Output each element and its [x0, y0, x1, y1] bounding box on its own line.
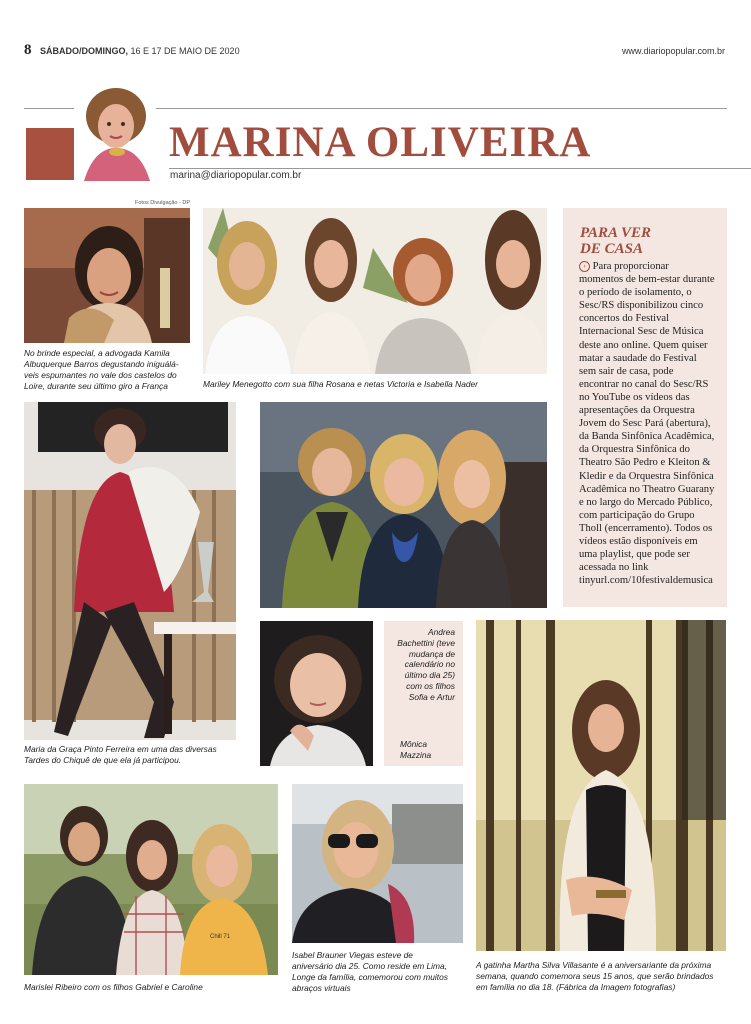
- caption-maria: [24, 744, 217, 766]
- sidebar-title-line: DE CASA: [580, 241, 643, 257]
- photo-mariley: [203, 208, 547, 374]
- column-title: MARINA OLIVEIRA: [169, 119, 592, 166]
- caption-martha: [476, 960, 713, 993]
- sidebar-body: [579, 260, 715, 587]
- caption-mariley: Mariley Menegotto com sua filha Rosana e netas Victoria e Isabella Nader: [203, 379, 478, 389]
- caption-kamila-line: veis espumantes no vale dos castelos do: [24, 370, 177, 380]
- photo-maria: [24, 402, 236, 740]
- logo-block-overlay: [26, 128, 74, 180]
- page-number: 8: [24, 42, 32, 58]
- caption-martha-line: em família no dia 18. (Fábrica da Imagem fotografias): [476, 982, 676, 992]
- caption-kamila-line: No brinde especial, a advogada Kamila: [24, 348, 170, 358]
- caption-isabel-line: Isabel Brauner Viegas esteve de: [292, 950, 413, 960]
- photo-isabel: [292, 784, 463, 943]
- caption-andrea-line: Sofia e Artur: [408, 691, 455, 702]
- sidebar-box: [563, 208, 727, 607]
- caption-isabel-line: abraços virtuais: [292, 983, 351, 993]
- arrow-circle-icon: ›: [579, 261, 590, 272]
- header-date: [40, 46, 240, 56]
- caption-box-andrea: [384, 621, 463, 766]
- tshirt-text: Chill 71: [210, 934, 231, 940]
- caption-andrea-line: último dia 25): [404, 670, 455, 681]
- sidebar-title: [580, 225, 651, 257]
- caption-kamila-line: Loire, durante seu último giro a França: [24, 381, 168, 391]
- column-email[interactable]: marina@diariopopular.com.br: [170, 170, 302, 181]
- caption-andrea-line: com os filhos: [406, 680, 455, 691]
- photo-kamila: [24, 208, 190, 343]
- header-day: SÁBADO/DOMINGO,: [40, 46, 129, 56]
- columnist-portrait: [74, 86, 156, 181]
- sidebar-text: Para proporcionar momentos de bem-estar durante o período de isolamento, o Sesc/RS disponibilizou cinco concertos do Festival Internacional Sesc de Música deste ano online. Quem quiser matar a saudade do Festival sem sair de casa, pode encontrar no canal do Sesc/RS no YouTube os vídeos das apresentações da Orquestra Jovem do Sesc Pará (abertura), da Banda Sinfônica Acadêmica, da Orquestra Sinfônica do Theatro São Pedro e Kleiton & Kledir e da Orquestra Sinfônica Acadêmica no Theatro Guarany e no largo do Mercado Público, com participação do Grupo Tholl (encerramento). Todos os vídeos estão disponíveis em uma playlist, que pode ser acessada no link tinyurl.com/10festivaldemusica: [579, 261, 715, 587]
- caption-martha-line: semana, quando comemora seus 15 anos, que serão brindados: [476, 971, 714, 981]
- photo-marislei: [24, 784, 278, 975]
- photo-andrea: [260, 402, 547, 608]
- caption-andrea-line: Bachettini (teve: [397, 637, 455, 648]
- caption-isabel-line: Longe da família, comemorou com muitos: [292, 972, 448, 982]
- header-site[interactable]: www.diariopopular.com.br: [621, 46, 725, 56]
- caption-andrea-line: Andrea: [427, 627, 455, 637]
- photo-monica: [260, 621, 373, 766]
- sidebar-title-line: PARA VER: [580, 225, 652, 241]
- caption-andrea: [397, 627, 455, 703]
- photo-credit: Fotos Divulgação - DP: [135, 200, 191, 206]
- header-date-text: 16 E 17 DE MAIO DE 2020: [128, 46, 240, 56]
- caption-andrea-line: calendário no: [404, 659, 455, 670]
- caption-marislei: Marislei Ribeiro com os filhos Gabriel e Caroline: [24, 982, 203, 992]
- caption-monica: [400, 739, 431, 761]
- photo-martha: [476, 620, 726, 951]
- caption-maria-line: Maria da Graça Pinto Ferreira em uma das diversas: [24, 744, 217, 754]
- caption-isabel-line: aniversário dia 25. Como reside em Lima,: [292, 961, 448, 971]
- caption-andrea-line: mudança de: [408, 648, 455, 659]
- caption-monica-line: Mônica: [400, 739, 427, 749]
- caption-maria-line: Tardes do Chiquê de que ela já participou.: [24, 755, 182, 765]
- caption-monica-line: Mazzina: [400, 750, 432, 760]
- caption-kamila: [24, 348, 179, 392]
- caption-kamila-line: Albuquerque Barros degustando iniguálá-: [24, 359, 179, 369]
- title-rule: [169, 168, 751, 169]
- caption-isabel: [292, 950, 448, 994]
- caption-martha-line: A gatinha Martha Silva Villasante é a aniversariante da próxima: [476, 960, 712, 970]
